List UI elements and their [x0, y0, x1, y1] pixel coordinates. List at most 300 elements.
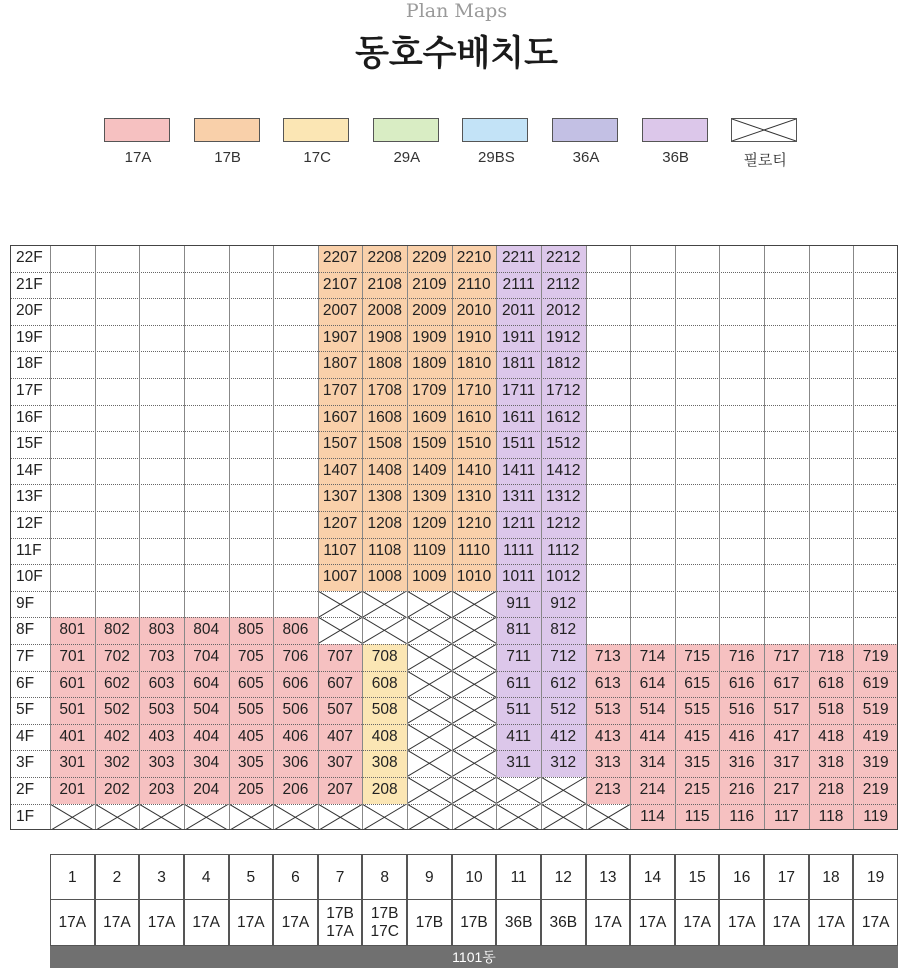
unit-cell[interactable]: 419	[853, 724, 898, 751]
line-unit-type: 17A	[103, 913, 131, 931]
unit-cell[interactable]: 1212	[541, 511, 586, 538]
unit-cell[interactable]: 715	[675, 644, 720, 671]
unit-cell[interactable]: 316	[719, 750, 764, 777]
unit-cell[interactable]: 516	[719, 697, 764, 724]
legend-label: 17B	[214, 149, 241, 166]
line-number: 3	[139, 854, 184, 900]
unit-cell[interactable]: 1809	[407, 351, 452, 378]
unit-cell[interactable]: 1810	[452, 351, 497, 378]
unit-cell[interactable]: 1412	[541, 458, 586, 485]
legend-label: 필로티	[743, 152, 787, 169]
line-unit-types	[50, 899, 95, 946]
unit-cell[interactable]: 314	[630, 750, 675, 777]
unit-cell[interactable]: 1311	[496, 484, 541, 511]
unit-cell[interactable]: 802	[95, 617, 140, 644]
unit-cell[interactable]: 1507	[318, 431, 363, 458]
unit-cell[interactable]: 503	[139, 697, 184, 724]
unit-cell[interactable]: 1210	[452, 511, 497, 538]
line-unit-type: 17A	[817, 913, 845, 931]
unit-cell[interactable]: 1907	[318, 325, 363, 352]
unit-cell[interactable]: 713	[586, 644, 631, 671]
unit-cell[interactable]: 605	[229, 671, 274, 698]
grid-outline	[10, 245, 898, 830]
legend-item	[642, 118, 710, 166]
unit-cell[interactable]: 2212	[541, 245, 586, 272]
unit-cell[interactable]: 711	[496, 644, 541, 671]
legend-swatch	[104, 118, 170, 142]
unit-cell[interactable]: 2209	[407, 245, 452, 272]
line-unit-types	[809, 899, 854, 946]
unit-cell[interactable]: 1512	[541, 431, 586, 458]
unit-cell[interactable]: 701	[50, 644, 95, 671]
legend-item	[552, 118, 620, 166]
unit-cell[interactable]: 116	[719, 804, 764, 831]
unit-cell[interactable]: 208	[362, 777, 407, 804]
unit-cell[interactable]: 2111	[496, 272, 541, 299]
unit-cell[interactable]: 303	[139, 750, 184, 777]
unit-cell[interactable]: 215	[675, 777, 720, 804]
line-unit-types	[139, 899, 184, 946]
unit-cell[interactable]: 606	[273, 671, 318, 698]
unit-cell[interactable]: 604	[184, 671, 229, 698]
unit-cell[interactable]: 2112	[541, 272, 586, 299]
unit-cell[interactable]: 1612	[541, 405, 586, 432]
unit-cell[interactable]: 501	[50, 697, 95, 724]
unit-cell[interactable]: 2011	[496, 298, 541, 325]
unit-cell[interactable]: 2010	[452, 298, 497, 325]
unit-cell[interactable]: 1109	[407, 538, 452, 565]
unit-cell[interactable]: 1310	[452, 484, 497, 511]
unit-cell[interactable]: 1709	[407, 378, 452, 405]
unit-cell[interactable]: 1012	[541, 564, 586, 591]
line-unit-types	[541, 899, 586, 946]
unit-cell[interactable]: 403	[139, 724, 184, 751]
unit-cell[interactable]: 313	[586, 750, 631, 777]
line-number: 12	[541, 854, 586, 900]
unit-cell[interactable]: 912	[541, 591, 586, 618]
unit-cell[interactable]: 2110	[452, 272, 497, 299]
unit-cell[interactable]: 1209	[407, 511, 452, 538]
unit-cell[interactable]: 2009	[407, 298, 452, 325]
unit-cell[interactable]: 1409	[407, 458, 452, 485]
unit-cell[interactable]: 603	[139, 671, 184, 698]
unit-cell[interactable]: 115	[675, 804, 720, 831]
unit-cell[interactable]: 911	[496, 591, 541, 618]
unit-cell[interactable]: 703	[139, 644, 184, 671]
unit-cell[interactable]: 1811	[496, 351, 541, 378]
unit-cell[interactable]: 705	[229, 644, 274, 671]
unit-cell[interactable]: 412	[541, 724, 586, 751]
line-unit-types	[362, 899, 407, 946]
unit-cell[interactable]: 602	[95, 671, 140, 698]
unit-cell[interactable]: 1909	[407, 325, 452, 352]
unit-cell[interactable]: 1410	[452, 458, 497, 485]
unit-cell[interactable]: 502	[95, 697, 140, 724]
unit-cell[interactable]: 118	[809, 804, 854, 831]
unit-cell[interactable]: 1807	[318, 351, 363, 378]
unit-cell[interactable]: 1511	[496, 431, 541, 458]
line-number: 7	[318, 854, 363, 900]
unit-cell[interactable]: 1607	[318, 405, 363, 432]
unit-cell[interactable]: 706	[273, 644, 318, 671]
line-unit-type: 17A	[147, 913, 176, 931]
unit-cell[interactable]: 612	[541, 671, 586, 698]
line-unit-type: 17B	[415, 913, 444, 931]
unit-cell[interactable]: 1107	[318, 538, 363, 565]
unit-cell[interactable]: 804	[184, 617, 229, 644]
unit-cell[interactable]: 1908	[362, 325, 407, 352]
line-unit-type: 17A	[638, 913, 667, 931]
unit-cell[interactable]: 812	[541, 617, 586, 644]
unit-cell[interactable]: 2007	[318, 298, 363, 325]
legend-swatch	[194, 118, 260, 142]
unit-cell[interactable]: 1609	[407, 405, 452, 432]
line-unit-type: 17A	[594, 913, 622, 931]
line-number: 6	[273, 854, 318, 900]
unit-cell[interactable]: 308	[362, 750, 407, 777]
unit-cell[interactable]: 404	[184, 724, 229, 751]
floor-label: 20F	[16, 302, 43, 320]
floor-label: 9F	[16, 594, 35, 612]
line-unit-types	[764, 899, 809, 946]
line-unit-types	[184, 899, 229, 946]
unit-cell[interactable]: 207	[318, 777, 363, 804]
unit-cell[interactable]: 1308	[362, 484, 407, 511]
line-number: 16	[719, 854, 764, 900]
unit-cell[interactable]: 1710	[452, 378, 497, 405]
unit-cell[interactable]: 519	[853, 697, 898, 724]
line-unit-types	[675, 899, 720, 946]
unit-cell[interactable]: 119	[853, 804, 898, 831]
unit-cell[interactable]: 712	[541, 644, 586, 671]
unit-cell[interactable]: 305	[229, 750, 274, 777]
floor-label: 15F	[16, 435, 43, 453]
line-unit-type: 17A	[281, 913, 310, 931]
line-unit-types	[630, 899, 675, 946]
unit-cell[interactable]: 714	[630, 644, 675, 671]
unit-cell[interactable]: 508	[362, 697, 407, 724]
unit-cell[interactable]: 1611	[496, 405, 541, 432]
unit-cell[interactable]: 515	[675, 697, 720, 724]
unit-cell[interactable]: 805	[229, 617, 274, 644]
line-number: 1	[50, 854, 95, 900]
pilotis-cross-icon	[732, 119, 796, 141]
line-unit-types	[407, 899, 452, 946]
unit-cell[interactable]: 1309	[407, 484, 452, 511]
legend-swatch	[552, 118, 618, 142]
unit-cell[interactable]: 1307	[318, 484, 363, 511]
unit-cell[interactable]: 202	[95, 777, 140, 804]
legend-label: 29BS	[478, 149, 515, 166]
unit-cell[interactable]: 413	[586, 724, 631, 751]
unit-cell[interactable]: 1111	[496, 538, 541, 565]
legend-item	[462, 118, 530, 166]
unit-cell[interactable]: 616	[719, 671, 764, 698]
floor-label: 4F	[16, 727, 35, 745]
unit-cell[interactable]: 206	[273, 777, 318, 804]
unit-cell[interactable]: 811	[496, 617, 541, 644]
unit-cell[interactable]: 1312	[541, 484, 586, 511]
floor-label: 6F	[16, 674, 35, 692]
unit-cell[interactable]: 614	[630, 671, 675, 698]
unit-cell[interactable]: 1408	[362, 458, 407, 485]
line-unit-types	[273, 899, 318, 946]
unit-layout-grid	[10, 245, 898, 831]
unit-cell[interactable]: 719	[853, 644, 898, 671]
unit-cell[interactable]: 1007	[318, 564, 363, 591]
unit-cell[interactable]: 417	[764, 724, 809, 751]
line-unit-type: 17C	[370, 922, 399, 940]
unit-cell[interactable]: 317	[764, 750, 809, 777]
line-unit-types	[452, 899, 497, 946]
floor-label: 16F	[16, 408, 43, 426]
line-number: 11	[496, 854, 541, 900]
unit-cell[interactable]: 717	[764, 644, 809, 671]
line-unit-types	[95, 899, 140, 946]
unit-cell[interactable]: 1211	[496, 511, 541, 538]
unit-cell[interactable]: 611	[496, 671, 541, 698]
line-unit-type: 17B	[326, 904, 354, 922]
unit-cell[interactable]: 2008	[362, 298, 407, 325]
unit-cell[interactable]: 1912	[541, 325, 586, 352]
legend-label: 17C	[303, 149, 331, 166]
floor-label: 3F	[16, 754, 35, 772]
unit-cell[interactable]: 1208	[362, 511, 407, 538]
unit-cell[interactable]: 117	[764, 804, 809, 831]
unit-cell[interactable]: 1711	[496, 378, 541, 405]
unit-cell[interactable]: 114	[630, 804, 675, 831]
line-unit-type: 17B	[460, 913, 488, 931]
unit-cell[interactable]: 511	[496, 697, 541, 724]
unit-cell[interactable]: 217	[764, 777, 809, 804]
unit-cell[interactable]: 418	[809, 724, 854, 751]
legend-swatch	[283, 118, 349, 142]
unit-cell[interactable]: 306	[273, 750, 318, 777]
floor-label: 8F	[16, 621, 35, 639]
line-unit-types	[853, 899, 898, 946]
unit-cell[interactable]: 406	[273, 724, 318, 751]
unit-cell[interactable]: 304	[184, 750, 229, 777]
line-number: 4	[184, 854, 229, 900]
line-unit-type: 17A	[727, 913, 756, 931]
unit-cell[interactable]: 716	[719, 644, 764, 671]
unit-cell[interactable]: 401	[50, 724, 95, 751]
line-number: 9	[407, 854, 452, 900]
legend-label: 36A	[572, 149, 600, 166]
legend-label: 29A	[393, 149, 421, 166]
unit-cell[interactable]: 806	[273, 617, 318, 644]
legend-item	[283, 118, 351, 166]
unit-cell[interactable]: 402	[95, 724, 140, 751]
unit-cell[interactable]: 1712	[541, 378, 586, 405]
unit-cell[interactable]: 607	[318, 671, 363, 698]
unit-cell[interactable]: 301	[50, 750, 95, 777]
legend-item	[731, 118, 799, 170]
unit-cell[interactable]: 617	[764, 671, 809, 698]
unit-cell[interactable]: 405	[229, 724, 274, 751]
unit-cell[interactable]: 415	[675, 724, 720, 751]
unit-cell[interactable]: 708	[362, 644, 407, 671]
unit-cell[interactable]: 601	[50, 671, 95, 698]
unit-cell[interactable]: 414	[630, 724, 675, 751]
unit-cell[interactable]: 2211	[496, 245, 541, 272]
page-subtitle: Plan Maps	[405, 0, 508, 22]
unit-cell[interactable]: 518	[809, 697, 854, 724]
unit-cell[interactable]: 2207	[318, 245, 363, 272]
line-unit-types	[496, 899, 541, 946]
unit-cell[interactable]: 203	[139, 777, 184, 804]
legend-item	[373, 118, 441, 166]
unit-cell[interactable]: 1708	[362, 378, 407, 405]
legend-swatch	[642, 118, 708, 142]
line-number: 5	[229, 854, 274, 900]
unit-cell[interactable]: 1011	[496, 564, 541, 591]
floor-label: 5F	[16, 701, 35, 719]
unit-cell[interactable]: 1508	[362, 431, 407, 458]
line-number: 14	[630, 854, 675, 900]
floor-label: 12F	[16, 515, 43, 532]
unit-cell[interactable]: 214	[630, 777, 675, 804]
unit-cell[interactable]: 718	[809, 644, 854, 671]
unit-cell[interactable]: 2210	[452, 245, 497, 272]
line-number: 18	[809, 854, 854, 900]
unit-cell[interactable]: 311	[496, 750, 541, 777]
unit-type-legend	[104, 118, 804, 178]
unit-cell[interactable]: 1510	[452, 431, 497, 458]
unit-cell[interactable]: 307	[318, 750, 363, 777]
line-unit-types	[719, 899, 764, 946]
unit-cell[interactable]: 517	[764, 697, 809, 724]
line-number: 13	[586, 854, 631, 900]
line-unit-types	[318, 899, 363, 946]
unit-cell[interactable]: 1812	[541, 351, 586, 378]
unit-cell[interactable]: 1207	[318, 511, 363, 538]
line-number: 17	[764, 854, 809, 900]
unit-cell[interactable]: 302	[95, 750, 140, 777]
unit-cell[interactable]: 803	[139, 617, 184, 644]
unit-cell[interactable]: 1008	[362, 564, 407, 591]
unit-cell[interactable]: 318	[809, 750, 854, 777]
building-label: 1101동	[50, 946, 898, 968]
unit-cell[interactable]: 1010	[452, 564, 497, 591]
unit-cell[interactable]: 613	[586, 671, 631, 698]
unit-cell[interactable]: 1610	[452, 405, 497, 432]
legend-item	[194, 118, 262, 166]
unit-cell[interactable]: 512	[541, 697, 586, 724]
unit-cell[interactable]: 702	[95, 644, 140, 671]
floor-label: 19F	[16, 328, 43, 346]
unit-cell[interactable]: 2107	[318, 272, 363, 299]
unit-cell[interactable]: 801	[50, 617, 95, 644]
unit-cell[interactable]: 213	[586, 777, 631, 804]
line-unit-type: 17A	[326, 922, 354, 940]
legend-swatch	[373, 118, 439, 142]
unit-cell[interactable]: 707	[318, 644, 363, 671]
legend-label: 36B	[662, 149, 689, 166]
unit-cell[interactable]: 315	[675, 750, 720, 777]
unit-cell[interactable]: 1411	[496, 458, 541, 485]
line-number: 19	[853, 854, 898, 900]
unit-cell[interactable]: 506	[273, 697, 318, 724]
legend-label: 17A	[124, 149, 152, 166]
unit-cell[interactable]: 1707	[318, 378, 363, 405]
legend-swatch	[462, 118, 528, 142]
line-unit-type: 36B	[549, 913, 578, 931]
unit-cell[interactable]: 504	[184, 697, 229, 724]
unit-cell[interactable]: 1112	[541, 538, 586, 565]
unit-cell[interactable]: 505	[229, 697, 274, 724]
floor-label: 14F	[16, 461, 43, 479]
line-unit-types	[586, 899, 631, 946]
floor-label: 17F	[16, 382, 43, 399]
unit-cell[interactable]: 1110	[452, 538, 497, 565]
unit-cell[interactable]: 615	[675, 671, 720, 698]
unit-cell[interactable]: 312	[541, 750, 586, 777]
unit-cell[interactable]: 201	[50, 777, 95, 804]
unit-cell[interactable]: 1509	[407, 431, 452, 458]
unit-cell[interactable]: 416	[719, 724, 764, 751]
unit-cell[interactable]: 2108	[362, 272, 407, 299]
unit-cell[interactable]: 219	[853, 777, 898, 804]
line-unit-type: 17A	[58, 913, 87, 931]
line-number: 2	[95, 854, 140, 900]
floor-label: 2F	[16, 781, 35, 798]
line-type-table	[50, 854, 898, 946]
unit-cell[interactable]: 2208	[362, 245, 407, 272]
unit-cell[interactable]: 319	[853, 750, 898, 777]
unit-cell[interactable]: 411	[496, 724, 541, 751]
unit-cell[interactable]: 2109	[407, 272, 452, 299]
unit-cell[interactable]: 618	[809, 671, 854, 698]
unit-cell[interactable]: 704	[184, 644, 229, 671]
floor-label: 18F	[16, 355, 43, 373]
unit-cell[interactable]: 2012	[541, 298, 586, 325]
floor-label: 13F	[16, 488, 43, 506]
unit-cell[interactable]: 218	[809, 777, 854, 804]
unit-cell[interactable]: 619	[853, 671, 898, 698]
unit-cell[interactable]: 1108	[362, 538, 407, 565]
unit-cell[interactable]: 513	[586, 697, 631, 724]
unit-cell[interactable]: 408	[362, 724, 407, 751]
floor-label: 22F	[16, 249, 43, 266]
unit-cell[interactable]: 507	[318, 697, 363, 724]
unit-cell[interactable]: 1608	[362, 405, 407, 432]
unit-cell[interactable]: 204	[184, 777, 229, 804]
floor-label: 10F	[16, 568, 43, 586]
legend-swatch	[731, 118, 797, 142]
line-unit-type: 17A	[861, 913, 890, 931]
line-number: 10	[452, 854, 497, 900]
unit-cell[interactable]: 1407	[318, 458, 363, 485]
unit-cell[interactable]: 608	[362, 671, 407, 698]
unit-cell[interactable]: 1808	[362, 351, 407, 378]
line-number: 15	[675, 854, 720, 900]
page-title: 동호수배치도	[355, 34, 558, 74]
unit-cell[interactable]: 1009	[407, 564, 452, 591]
unit-cell[interactable]: 407	[318, 724, 363, 751]
line-unit-type: 17A	[192, 913, 220, 931]
unit-cell[interactable]: 216	[719, 777, 764, 804]
line-unit-type: 36B	[504, 913, 533, 931]
unit-cell[interactable]: 1911	[496, 325, 541, 352]
line-unit-type: 17A	[683, 913, 711, 931]
floor-label: 21F	[16, 275, 43, 293]
unit-cell[interactable]: 514	[630, 697, 675, 724]
line-unit-type: 17A	[772, 913, 801, 931]
unit-cell[interactable]: 1910	[452, 325, 497, 352]
legend-item	[104, 118, 172, 166]
unit-cell[interactable]: 205	[229, 777, 274, 804]
